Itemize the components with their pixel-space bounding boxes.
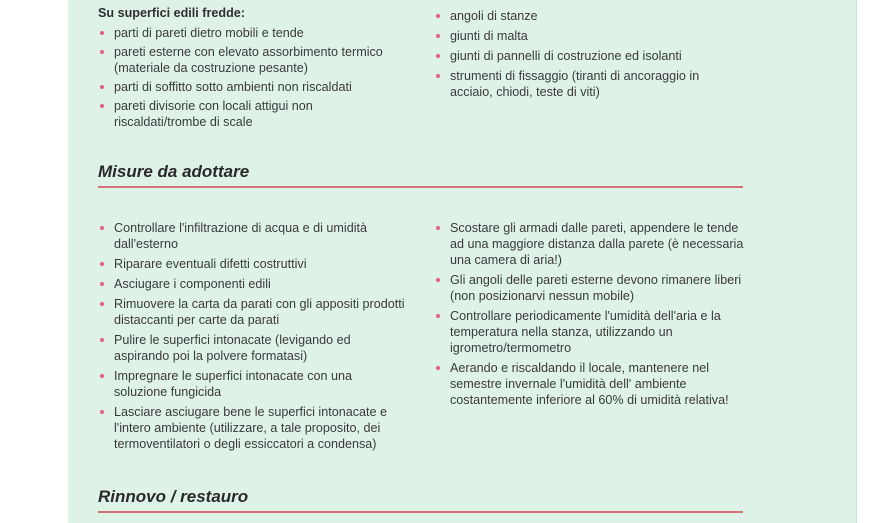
list-item: giunti di pannelli di costruzione ed isolanti <box>434 48 724 64</box>
list-item: Asciugare i componenti edili <box>98 276 408 292</box>
cold-surfaces-heading: Su superfici edili fredde: <box>98 6 245 20</box>
cold-surfaces-left-list <box>98 25 398 130</box>
list-item: Impregnare le superfici intonacate con una soluzione fungicida <box>98 368 408 400</box>
list-item: parti di pareti dietro mobili e tende <box>98 25 398 41</box>
list-item: Controllare periodicamente l'umidità dell'aria e la temperatura nella stanza, utilizzando un igrometro/termometro <box>434 308 744 356</box>
cold-surfaces-right-list <box>434 8 724 100</box>
list-item: pareti esterne con elevato assorbimento termico (materiale da costruzione pesante) <box>98 44 398 76</box>
renovation-title: Rinnovo / restauro <box>98 487 249 506</box>
list-item: pareti divisorie con locali attigui non riscaldati/trombe di scale <box>98 98 398 130</box>
list-item: strumenti di fissaggio (tiranti di ancoraggio in acciaio, chiodi, teste di viti) <box>434 68 724 100</box>
list-item: Lasciare asciugare bene le superfici intonacate e l'intero ambiente (utilizzare, a tale proposito, dei termoventilatori o degli essiccatori a condensa) <box>98 404 408 452</box>
list-item: Riparare eventuali difetti costruttivi <box>98 256 408 272</box>
list-item: parti di soffitto sotto ambienti non riscaldati <box>98 79 398 95</box>
section-divider <box>98 511 743 513</box>
measures-right-list <box>434 220 744 408</box>
measures-left-list <box>98 220 408 452</box>
list-item: giunti di malta <box>434 28 724 44</box>
list-item: Aerando e riscaldando il locale, mantenere nel semestre invernale l'umidità dell' ambiente costantemente inferiore al 60% di umidità relativa! <box>434 360 744 408</box>
list-item: Controllare l'infiltrazione di acqua e di umidità dall'esterno <box>98 220 408 252</box>
list-item: angoli di stanze <box>434 8 724 24</box>
list-item: Rimuovere la carta da parati con gli appositi prodotti distaccanti per carte da parati <box>98 296 408 328</box>
list-item: Scostare gli armadi dalle pareti, appendere le tende ad una maggiore distanza dalla parete (è necessaria una camera di aria!) <box>434 220 744 268</box>
list-item: Gli angoli delle pareti esterne devono rimanere liberi (non posizionarvi nessun mobile) <box>434 272 744 304</box>
measures-title: Misure da adottare <box>98 162 250 181</box>
section-divider <box>98 186 743 188</box>
list-item: Pulire le superfici intonacate (levigando ed aspirando poi la polvere formatasi) <box>98 332 408 364</box>
